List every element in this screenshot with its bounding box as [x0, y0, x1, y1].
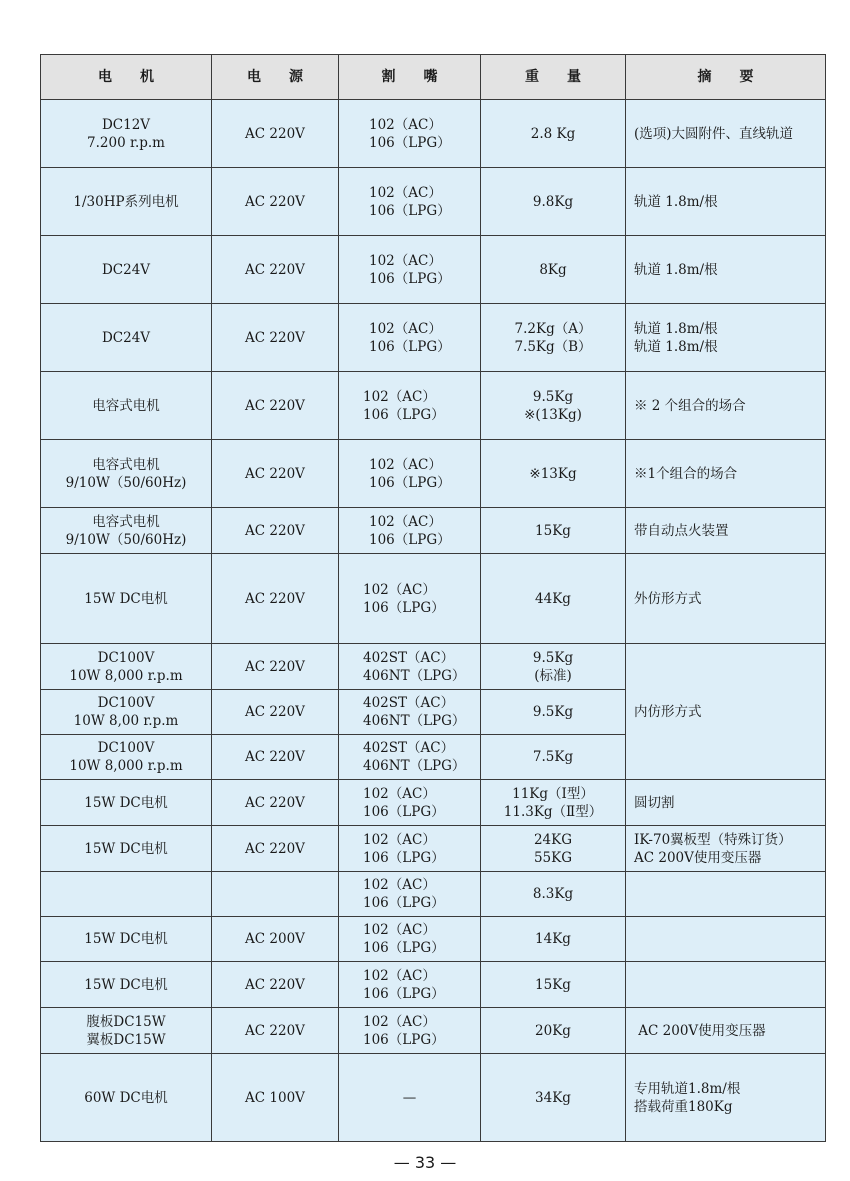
table-row — [41, 100, 826, 168]
cell-remarks — [626, 917, 826, 962]
header-power: 电 源 — [212, 55, 339, 100]
cell-torch-line: 106（LPG） — [369, 134, 451, 151]
cell-torch-line: 102（AC） — [363, 877, 436, 893]
cell-weight — [481, 644, 626, 690]
cell-power-line: AC 220V — [245, 976, 305, 993]
cell-motor-line: 15W DC电机 — [84, 976, 168, 993]
cell-torch-line: 106（LPG） — [363, 1031, 445, 1048]
cell-power-line: AC 220V — [245, 261, 305, 278]
cell-torch-line: 102（AC） — [369, 184, 442, 201]
cell-remarks-line: ※1个组合的场合 — [634, 465, 738, 482]
cell-motor-line: 15W DC电机 — [84, 590, 168, 607]
cell-power-line: AC 220V — [245, 522, 305, 539]
cell-remarks — [626, 780, 826, 826]
cell-power — [212, 644, 339, 690]
cell-motor-line: DC100V — [97, 649, 155, 666]
cell-motor — [41, 735, 212, 780]
cell-motor — [41, 690, 212, 735]
cell-torch — [339, 644, 481, 690]
cell-power-line: AC 220V — [245, 749, 305, 765]
cell-torch-line: — — [402, 1089, 417, 1106]
cell-torch — [339, 372, 481, 440]
cell-motor — [41, 236, 212, 304]
cell-motor — [41, 872, 212, 917]
cell-remarks-line: 外仿形方式 — [634, 590, 702, 607]
cell-motor-line: 7.200 r.p.m — [87, 134, 165, 151]
cell-torch — [339, 962, 481, 1008]
cell-remarks-line: AC 200V使用变压器 — [634, 849, 762, 866]
cell-weight — [481, 826, 626, 872]
cell-weight-line: 7.5Kg — [532, 749, 574, 765]
cell-motor-line: 10W 8,00 r.p.m — [73, 713, 179, 729]
cell-motor-line: DC100V — [97, 740, 155, 756]
cell-torch-line: 102（AC） — [363, 581, 436, 598]
cell-torch — [339, 100, 481, 168]
cell-weight — [481, 100, 626, 168]
header-row — [41, 55, 826, 100]
cell-torch-line: 106（LPG） — [363, 406, 445, 423]
cell-weight-line: ※(13Kg) — [524, 406, 582, 423]
cell-torch-line: 406NT（LPG） — [363, 713, 466, 729]
cell-power-line: AC 220V — [245, 329, 305, 346]
cell-remarks — [626, 508, 826, 554]
cell-torch-line: 406NT（LPG） — [363, 758, 466, 774]
cell-torch-line: 106（LPG） — [369, 202, 451, 219]
cell-weight-line: 2.8 Kg — [530, 125, 576, 142]
cell-weight — [481, 780, 626, 826]
cell-torch — [339, 780, 481, 826]
page-number: — 33 — — [393, 1153, 457, 1172]
cell-motor — [41, 780, 212, 826]
cell-remarks — [626, 962, 826, 1008]
cell-torch-line: 102（AC） — [363, 1013, 436, 1030]
cell-weight-line: 11.3Kg（Ⅱ型） — [503, 803, 603, 820]
cell-weight — [481, 304, 626, 372]
cell-remarks — [626, 1008, 826, 1054]
table-row — [41, 917, 826, 962]
cell-weight-line: 14Kg — [535, 931, 571, 947]
cell-torch — [339, 168, 481, 236]
cell-weight-line: 8.3Kg — [532, 886, 574, 902]
cell-motor-line: DC12V — [101, 116, 151, 133]
cell-torch-line: 402ST（AC） — [363, 740, 455, 756]
cell-torch-line: 102（AC） — [363, 785, 436, 802]
cell-torch-line: 102（AC） — [369, 116, 442, 133]
cell-motor-line: 1/30HP系列电机 — [73, 193, 179, 210]
cell-weight-line: 9.8Kg — [532, 193, 574, 210]
cell-weight-line: 7.2Kg（A） — [514, 320, 592, 337]
cell-torch — [339, 1008, 481, 1054]
cell-weight — [481, 917, 626, 962]
cell-power — [212, 440, 339, 508]
cell-motor — [41, 644, 212, 690]
cell-power — [212, 236, 339, 304]
cell-power — [212, 826, 339, 872]
table-row — [41, 440, 826, 508]
cell-motor — [41, 304, 212, 372]
cell-motor-line: DC100V — [97, 695, 155, 711]
cell-motor-line: DC24V — [101, 329, 151, 346]
cell-weight — [481, 690, 626, 735]
cell-remarks-line: 轨道 1.8m/根 — [634, 261, 718, 278]
cell-remarks — [626, 440, 826, 508]
cell-remarks-line: IK-70翼板型（特殊订货） — [634, 831, 792, 848]
cell-weight-line: 7.5Kg（B） — [514, 338, 592, 355]
cell-motor — [41, 100, 212, 168]
cell-weight-line: 15Kg — [535, 522, 571, 539]
cell-power-line: AC 100V — [245, 1089, 305, 1106]
cell-torch-line: 106（LPG） — [363, 599, 445, 616]
cell-torch — [339, 440, 481, 508]
cell-weight-line: 34Kg — [535, 1089, 571, 1106]
cell-motor — [41, 826, 212, 872]
table-row — [41, 780, 826, 826]
cell-remarks-line: 搭载荷重180Kg — [634, 1098, 733, 1115]
cell-torch-line: 106（LPG） — [363, 803, 445, 820]
cell-remarks — [626, 372, 826, 440]
cell-torch-line: 102（AC） — [369, 456, 442, 473]
cell-torch — [339, 236, 481, 304]
cell-motor-line: 10W 8,000 r.p.m — [69, 667, 183, 684]
cell-torch-line: 106（LPG） — [363, 849, 445, 866]
cell-remarks-line: 带自动点火装置 — [634, 522, 729, 539]
cell-power — [212, 962, 339, 1008]
header-torch: 割 嘴 — [339, 55, 481, 100]
cell-torch-line: 102（AC） — [363, 967, 436, 984]
cell-remarks — [626, 100, 826, 168]
cell-power — [212, 917, 339, 962]
cell-motor-line: 15W DC电机 — [84, 794, 168, 811]
cell-weight — [481, 168, 626, 236]
cell-remarks-line: 轨道 1.8m/根 — [634, 338, 718, 355]
cell-power — [212, 690, 339, 735]
cell-motor-line: DC24V — [101, 261, 151, 278]
cell-motor-line: 15W DC电机 — [84, 931, 168, 947]
cell-motor — [41, 440, 212, 508]
table-row — [41, 644, 826, 690]
cell-motor — [41, 168, 212, 236]
cell-power — [212, 168, 339, 236]
cell-weight-line: 9.5Kg — [532, 704, 574, 720]
cell-torch-line: 102（AC） — [369, 513, 442, 530]
header-remarks: 摘 要 — [626, 55, 826, 100]
cell-weight-line: 9.5Kg — [532, 388, 574, 405]
cell-remarks — [626, 168, 826, 236]
cell-motor — [41, 917, 212, 962]
cell-motor-line: 9/10W（50/60Hz) — [65, 474, 187, 491]
table-row — [41, 236, 826, 304]
cell-torch — [339, 826, 481, 872]
cell-torch — [339, 917, 481, 962]
cell-weight-line: ※13Kg — [529, 465, 577, 482]
table-row — [41, 304, 826, 372]
cell-remarks-line: 圆切割 — [634, 794, 675, 811]
cell-weight-line: (标准) — [534, 667, 572, 684]
cell-torch — [339, 872, 481, 917]
cell-torch — [339, 1054, 481, 1142]
cell-motor-line: 电容式电机 — [92, 513, 160, 530]
cell-power-line: AC 220V — [245, 658, 305, 675]
cell-remarks-line: 轨道 1.8m/根 — [634, 320, 718, 337]
cell-remarks-line: (选项)大圆附件、直线轨道 — [634, 125, 794, 142]
cell-remarks — [626, 644, 826, 780]
cell-weight-line: 8Kg — [539, 261, 567, 278]
cell-torch — [339, 304, 481, 372]
cell-motor-line: 15W DC电机 — [84, 840, 168, 857]
cell-torch-line: 102（AC） — [369, 320, 442, 337]
table-row — [41, 1008, 826, 1054]
cell-remarks — [626, 1054, 826, 1142]
cell-power — [212, 304, 339, 372]
cell-weight-line: 20Kg — [535, 1022, 571, 1039]
cell-power — [212, 1008, 339, 1054]
cell-remarks — [626, 236, 826, 304]
cell-weight — [481, 372, 626, 440]
cell-weight-line: 9.5Kg — [532, 649, 574, 666]
cell-motor-line: 60W DC电机 — [84, 1089, 168, 1106]
cell-remarks-line: AC 200V使用变压器 — [634, 1022, 766, 1039]
cell-power-line: AC 220V — [245, 840, 305, 857]
cell-remarks — [626, 826, 826, 872]
table-row — [41, 962, 826, 1008]
cell-power-line: AC 220V — [245, 397, 305, 414]
cell-weight-line: 55KG — [533, 849, 573, 866]
cell-torch-line: 102（AC） — [369, 252, 442, 269]
cell-torch — [339, 690, 481, 735]
cell-torch-line: 102（AC） — [363, 831, 436, 848]
cell-motor-line: 电容式电机 — [92, 397, 160, 414]
cell-remarks-line: ※ 2 个组合的场合 — [634, 397, 746, 414]
cell-motor-line: 9/10W（50/60Hz) — [65, 531, 187, 548]
spec-table — [40, 54, 826, 1142]
cell-power — [212, 735, 339, 780]
cell-torch-line: 402ST（AC） — [363, 695, 455, 711]
cell-weight — [481, 440, 626, 508]
cell-power — [212, 508, 339, 554]
cell-motor-line: 腹板DC15W — [86, 1013, 166, 1030]
cell-torch — [339, 554, 481, 644]
cell-power-line: AC 220V — [245, 704, 305, 720]
cell-torch-line: 106（LPG） — [369, 338, 451, 355]
table-row — [41, 554, 826, 644]
cell-power-line: AC 200V — [245, 931, 305, 947]
cell-weight — [481, 508, 626, 554]
cell-motor — [41, 1008, 212, 1054]
cell-power-line: AC 220V — [245, 193, 305, 210]
cell-motor — [41, 508, 212, 554]
cell-remarks-line: 内仿形方式 — [634, 703, 702, 720]
header-motor: 电 机 — [41, 55, 212, 100]
cell-weight-line: 24KG — [533, 831, 573, 848]
cell-weight-line: 15Kg — [535, 976, 571, 993]
cell-torch-line: 106（LPG） — [363, 985, 445, 1002]
cell-torch-line: 106（LPG） — [363, 895, 445, 911]
cell-weight — [481, 735, 626, 780]
cell-motor — [41, 1054, 212, 1142]
cell-weight — [481, 872, 626, 917]
cell-motor — [41, 554, 212, 644]
cell-torch — [339, 508, 481, 554]
header-weight: 重 量 — [481, 55, 626, 100]
cell-power — [212, 554, 339, 644]
cell-remarks-line: 轨道 1.8m/根 — [634, 193, 718, 210]
cell-motor — [41, 372, 212, 440]
cell-weight — [481, 236, 626, 304]
cell-weight — [481, 1054, 626, 1142]
table-row — [41, 508, 826, 554]
cell-torch-line: 402ST（AC） — [363, 649, 455, 666]
table-row — [41, 826, 826, 872]
cell-torch — [339, 735, 481, 780]
cell-torch-line: 106（LPG） — [363, 940, 445, 956]
table-row — [41, 168, 826, 236]
table-row — [41, 872, 826, 917]
cell-weight — [481, 1008, 626, 1054]
cell-weight-line: 44Kg — [535, 590, 571, 607]
cell-motor-line: 翼板DC15W — [86, 1031, 166, 1048]
cell-torch-line: 406NT（LPG） — [363, 667, 466, 684]
cell-power — [212, 372, 339, 440]
cell-weight-line: 11Kg（I型） — [512, 785, 594, 802]
cell-power-line: AC 220V — [245, 794, 305, 811]
cell-torch-line: 102（AC） — [363, 388, 436, 405]
cell-power-line: AC 220V — [245, 1022, 305, 1039]
cell-remarks — [626, 304, 826, 372]
cell-motor — [41, 962, 212, 1008]
table-row — [41, 372, 826, 440]
cell-power — [212, 100, 339, 168]
cell-power — [212, 1054, 339, 1142]
cell-motor-line: 10W 8,000 r.p.m — [69, 758, 183, 774]
cell-remarks-line: 专用轨道1.8m/根 — [634, 1080, 741, 1097]
cell-torch-line: 102（AC） — [363, 922, 436, 938]
table-row — [41, 1054, 826, 1142]
cell-power-line: AC 220V — [245, 465, 305, 482]
cell-weight — [481, 554, 626, 644]
cell-power — [212, 872, 339, 917]
cell-power-line: AC 220V — [245, 590, 305, 607]
cell-weight — [481, 962, 626, 1008]
cell-torch-line: 106（LPG） — [369, 474, 451, 491]
cell-power — [212, 780, 339, 826]
cell-power-line: AC 220V — [245, 125, 305, 142]
cell-remarks — [626, 872, 826, 917]
cell-torch-line: 106（LPG） — [369, 531, 451, 548]
cell-motor-line: 电容式电机 — [92, 456, 160, 473]
cell-remarks — [626, 554, 826, 644]
cell-torch-line: 106（LPG） — [369, 270, 451, 287]
